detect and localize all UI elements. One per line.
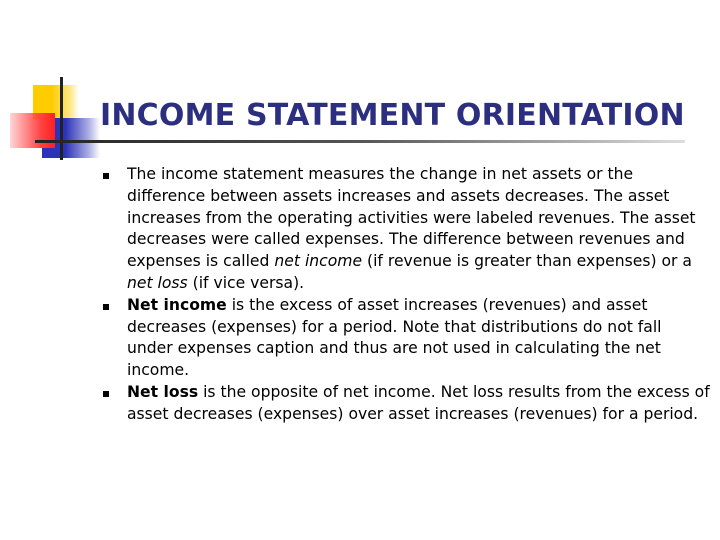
square-bullet-icon xyxy=(103,304,109,310)
text: (if vice versa). xyxy=(187,273,305,292)
square-bullet-icon xyxy=(103,391,109,397)
bullet-item xyxy=(100,382,710,426)
bullet-item xyxy=(100,295,710,382)
text: is the excess of asset increases (revenues) and asset decreases (expenses) for a period. Note that distributions do not fall under expenses caption and thus are not used in calculating the net income. xyxy=(127,295,662,380)
slide-title: INCOME STATEMENT ORIENTATION xyxy=(100,98,685,133)
square-bullet-icon xyxy=(103,173,109,179)
term-net-loss: Net loss xyxy=(127,382,199,401)
term-net-loss: net loss xyxy=(127,273,188,292)
text: is the opposite of net income. Net loss results from the excess of asset decreases (expenses) over asset increases (revenues) for a period. xyxy=(127,382,710,423)
term-net-income: net income xyxy=(274,252,363,271)
title-underline xyxy=(35,140,685,143)
text: The income statement measures the change in net assets or the difference between assets increases and assets decreases. The asset increases from the operating activities were labeled revenues. The asset decreases were called expenses. The difference between revenues and expenses is called xyxy=(127,165,696,271)
bullet-item xyxy=(100,164,710,295)
term-net-income: Net income xyxy=(127,295,227,314)
decor-vertical-line xyxy=(60,77,63,160)
text: (if revenue is greater than expenses) or a xyxy=(362,252,692,271)
bullet-list xyxy=(100,164,710,426)
